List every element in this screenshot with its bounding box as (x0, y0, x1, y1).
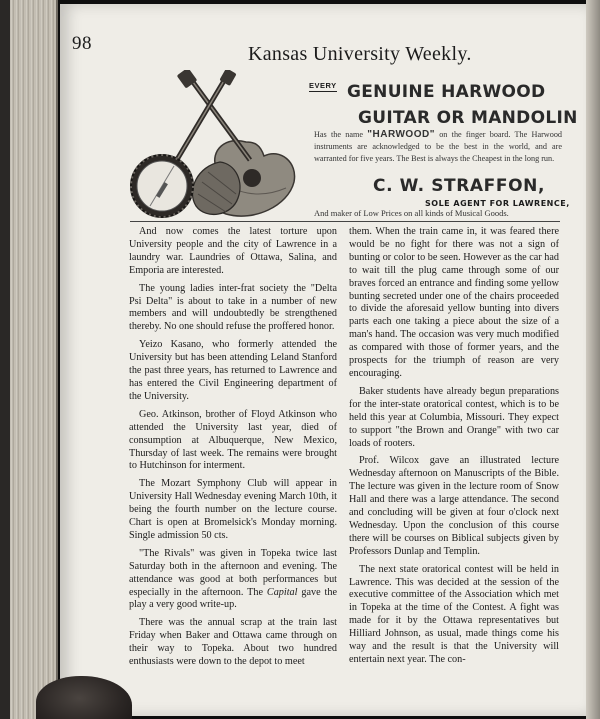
book-page-edges (0, 0, 58, 719)
article-column-left (129, 226, 337, 676)
banjo-and-guitar-illustration (128, 70, 298, 220)
ad-brand-name: "HARWOOD" (367, 129, 435, 140)
paragraph-baker-students: Baker students have already begun preparations for the inter-state oratorical contest, which is to be held this year at Columbia, Missouri. They expect to support "the Brown and Orange" with two car loads of rooters. (349, 385, 559, 449)
rivals-text-pre: "The Rivals" was given in Topeka twice last Saturday both in the afternoon and evening. The attendance was good at both performances but especially in the afternoon. The (129, 547, 337, 598)
paragraph-laundry-war: And now comes the latest torture upon University people and the city of Lawrence in a laundry war. Laundries of Ottawa, Salina, and Emporia are interested. (129, 226, 337, 276)
ad-description-pre: Has the name (314, 130, 368, 139)
paragraph-mozart-symphony: The Mozart Symphony Club will appear in University Hall Wednesday evening March 10th, it being the fourth number on the lecture course. Chart is open at Bromelsick's Monday morning. Single admission 50 cts. (129, 478, 337, 541)
paragraph-yeizo-kasano: Yeizo Kasano, who formerly attended the University but has been attending Leland Stanford the past three years, has returned to Lawrence and has entered the Civil Engineering department of the University. (129, 339, 337, 402)
ad-headline-2: GUITAR OR MANDOLIN (358, 108, 578, 128)
page-number: 98 (72, 33, 92, 54)
rivals-text-post: gave the play a very good write-up. (129, 586, 337, 611)
paragraph-delta-psi-delta: The young ladies inter-frat society the "Delta Psi Delta" is about to take in a number of new members and will undoubtedly be strengthened thereby. No one should refuse the proffered honor. (129, 282, 337, 333)
article-column-right (349, 226, 559, 676)
paragraph-train-scrap: There was the annual scrap at the train last Friday when Baker and Ottawa came through on their way to Topeka. About two hundred enthusiasts were down to the depot to meet (129, 617, 337, 668)
ad-headline-1: GENUINE HARWOOD (347, 82, 546, 102)
facing-page-edge (586, 0, 600, 719)
ad-description-post: on the finger board. The Harwood instruments are acknowledged to be the best in the world, and are warranted for five years. The Best is always the Cheapest in the long run. (314, 130, 563, 163)
ad-agent-tagline: And maker of Low Prices on all kinds of Musical Goods. (314, 208, 509, 218)
ad-lead-word: EVERY (309, 81, 337, 90)
paragraph-geo-atkinson: Geo. Atkinson, brother of Floyd Atkinson who attended the University last year, died of consumption at Albuquerque, New Mexico, Thursday of last week. The remains were brought to Hutchinson for interment. (129, 408, 337, 472)
paragraph-prof-wilcox: Prof. Wilcox gave an illustrated lecture Wednesday afternoon on Manuscripts of the Bible. The lecture was given in the lecture room of Snow Hall and there was a large attendance. The second and concluding will be given at four o'clock next Wednesday. Upon the conclusion of this course there will be courses on Biblical subjects given by Professors Dunlap and Templin. (349, 455, 559, 557)
ad-description (314, 129, 562, 165)
paragraph-oratorical-contest: The next state oratorical contest will be held in Lawrence. This was decided at the session of the executive committee of the Association which met in Topeka at the time of the Contest. A fight was made for it by the Ottawa representatives but Hilliard Johnson, as usual, made things come his way and the result is that the University will entertain next year. The con- (349, 563, 559, 665)
publication-title: Kansas University Weekly. (248, 43, 472, 65)
paragraph-train-scrap-continued: them. When the train came in, it was feared there would be no fight for there was not a sign of bunting or color to be seen. However as the car had to wait till the plug came through some of our braves forced an entrance and finding some yellow bunting secreted under one of the chairs proceeded to divide the aforesaid yellow bunting into divers parts each one taking a piece about the size of a man's hand. The occasion was very much modified as compared with those of former years, and the prospects for the triumph of reason are very encouraging. (349, 226, 559, 379)
capital-newspaper-name: Capital (266, 586, 298, 598)
ad-agent-role: SOLE AGENT FOR LAWRENCE, (425, 199, 570, 208)
paragraph-the-rivals (129, 548, 337, 613)
ad-divider-rule (130, 221, 560, 222)
ad-agent-name: C. W. STRAFFON, (373, 176, 546, 196)
